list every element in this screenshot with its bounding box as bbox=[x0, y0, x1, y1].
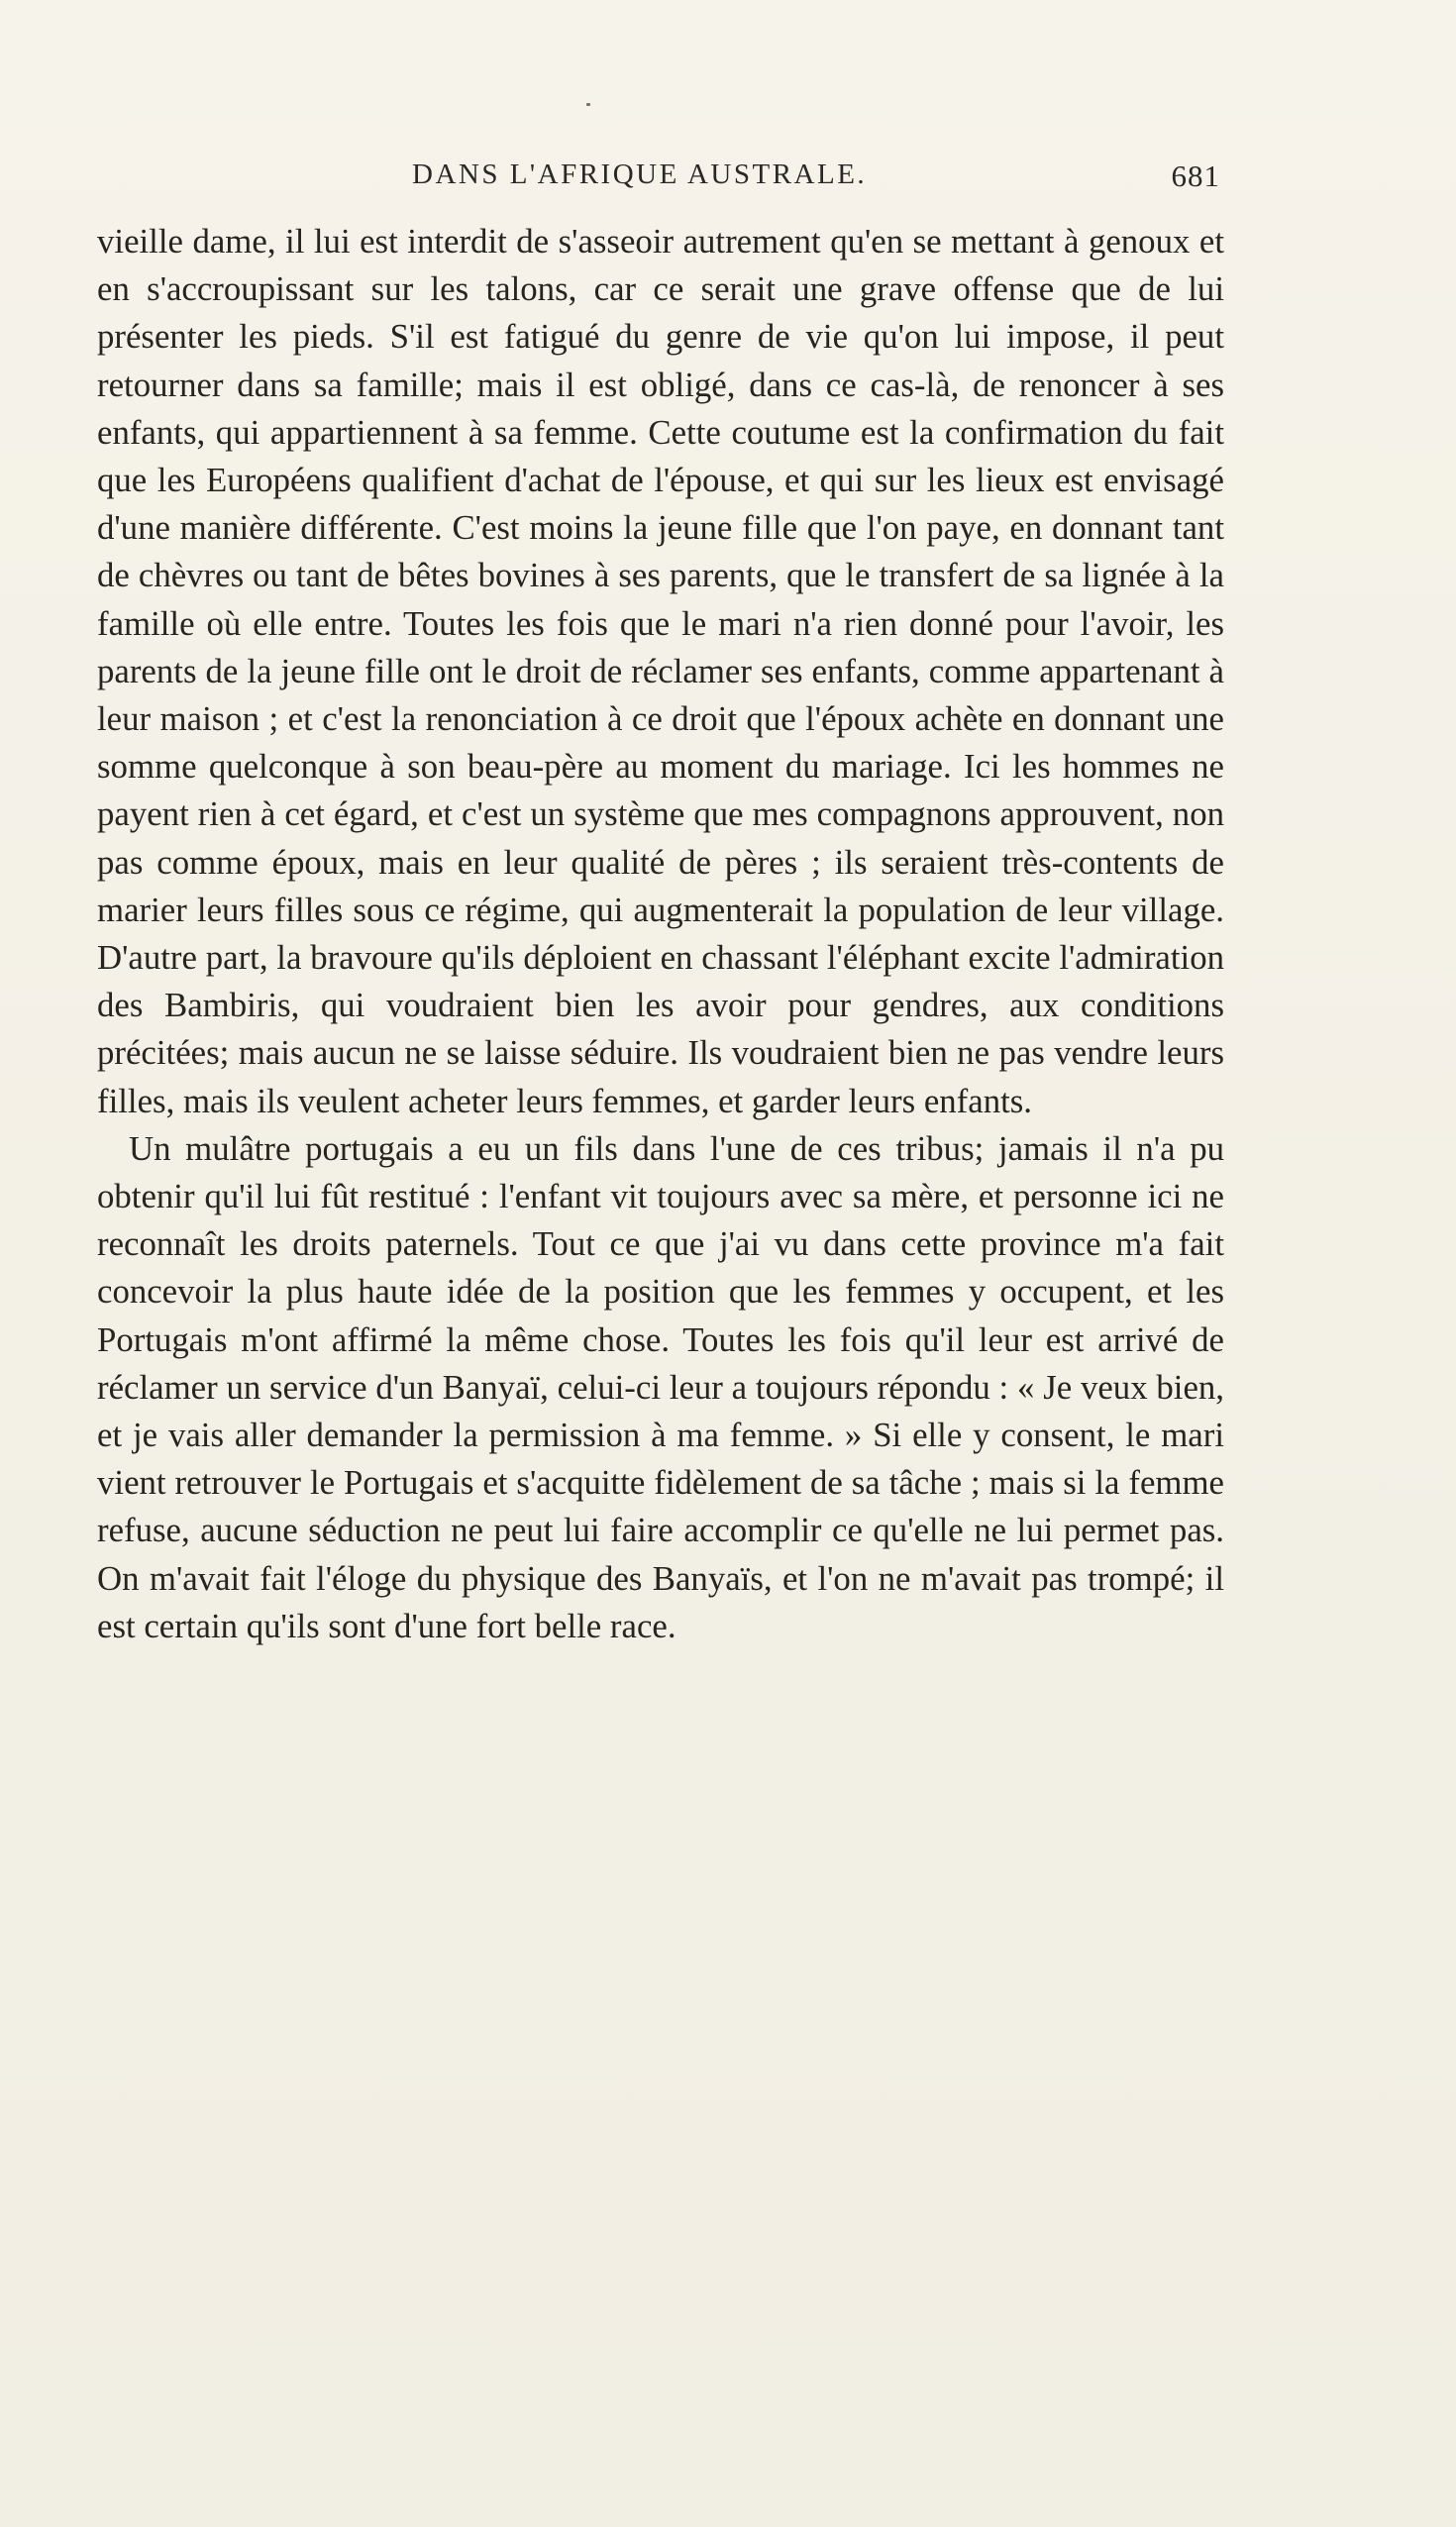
page-number: 681 bbox=[1171, 158, 1220, 193]
body-text bbox=[97, 218, 1224, 1650]
running-head: DANS L'AFRIQUE AUSTRALE. bbox=[412, 158, 868, 190]
print-speck bbox=[586, 103, 590, 106]
paragraph-continuation: vieille dame, il lui est interdit de s'asseoir autrement qu'en se mettant à genoux et en s'accroupissant sur les talons, car ce serait une grave offense que de lui présenter les pieds. S'il est fatigué du genre de vie qu'on lui impose, il peut retourner dans sa famille; mais il est obligé, dans ce cas-là, de renoncer à ses enfants, qui appartiennent à sa femme. Cette coutume est la confirmation du fait que les Européens qualifient d'achat de l'épouse, et qui sur les lieux est envisagé d'une manière différente. C'est moins la jeune fille que l'on paye, en donnant tant de chèvres ou tant de bêtes bovines à ses parents, que le transfert de sa lignée à la famille où elle entre. Toutes les fois que le mari n'a rien donné pour l'avoir, les parents de la jeune fille ont le droit de réclamer ses enfants, comme appartenant à leur maison ; et c'est la renonciation à ce droit que l'époux achète en donnant une somme quelconque à son beau-père au moment du mariage. Ici les hommes ne payent rien à cet égard, et c'est un système que mes compagnons approuvent, non pas comme époux, mais en leur qualité de pères ; ils seraient très-contents de marier leurs filles sous ce régime, qui augmenterait la population de leur village. D'autre part, la bravoure qu'ils déploient en chassant l'éléphant excite l'admiration des Bambiris, qui voudraient bien les avoir pour gendres, aux conditions précitées; mais aucun ne se laisse séduire. Ils voudraient bien ne pas vendre leurs filles, mais ils veulent acheter leurs femmes, et garder leurs enfants. bbox=[97, 222, 1224, 1120]
page-header bbox=[97, 158, 1220, 194]
paragraph-mulatto-portuguese: Un mulâtre portugais a eu un fils dans l'une de ces tribus; jamais il n'a pu obtenir qu'il lui fût restitué : l'enfant vit toujours avec sa mère, et personne ici ne reconnaît les droits paternels. Tout ce que j'ai vu dans cette province m'a fait concevoir la plus haute idée de la position que les femmes y occupent, et les Portugais m'ont affirmé la même chose. Toutes les fois qu'il leur est arrivé de réclamer un service d'un Banyaï, celui-ci leur a toujours répondu : « Je veux bien, et je vais aller demander la permission à ma femme. » Si elle y consent, le mari vient retrouver le Portugais et s'acquitte fidèlement de sa tâche ; mais si la femme refuse, aucune séduction ne peut lui faire accomplir ce qu'elle ne lui permet pas. On m'avait fait l'éloge du physique des Banyaïs, et l'on ne m'avait pas trompé; il est certain qu'ils sont d'une fort belle race. bbox=[97, 1128, 1224, 1645]
